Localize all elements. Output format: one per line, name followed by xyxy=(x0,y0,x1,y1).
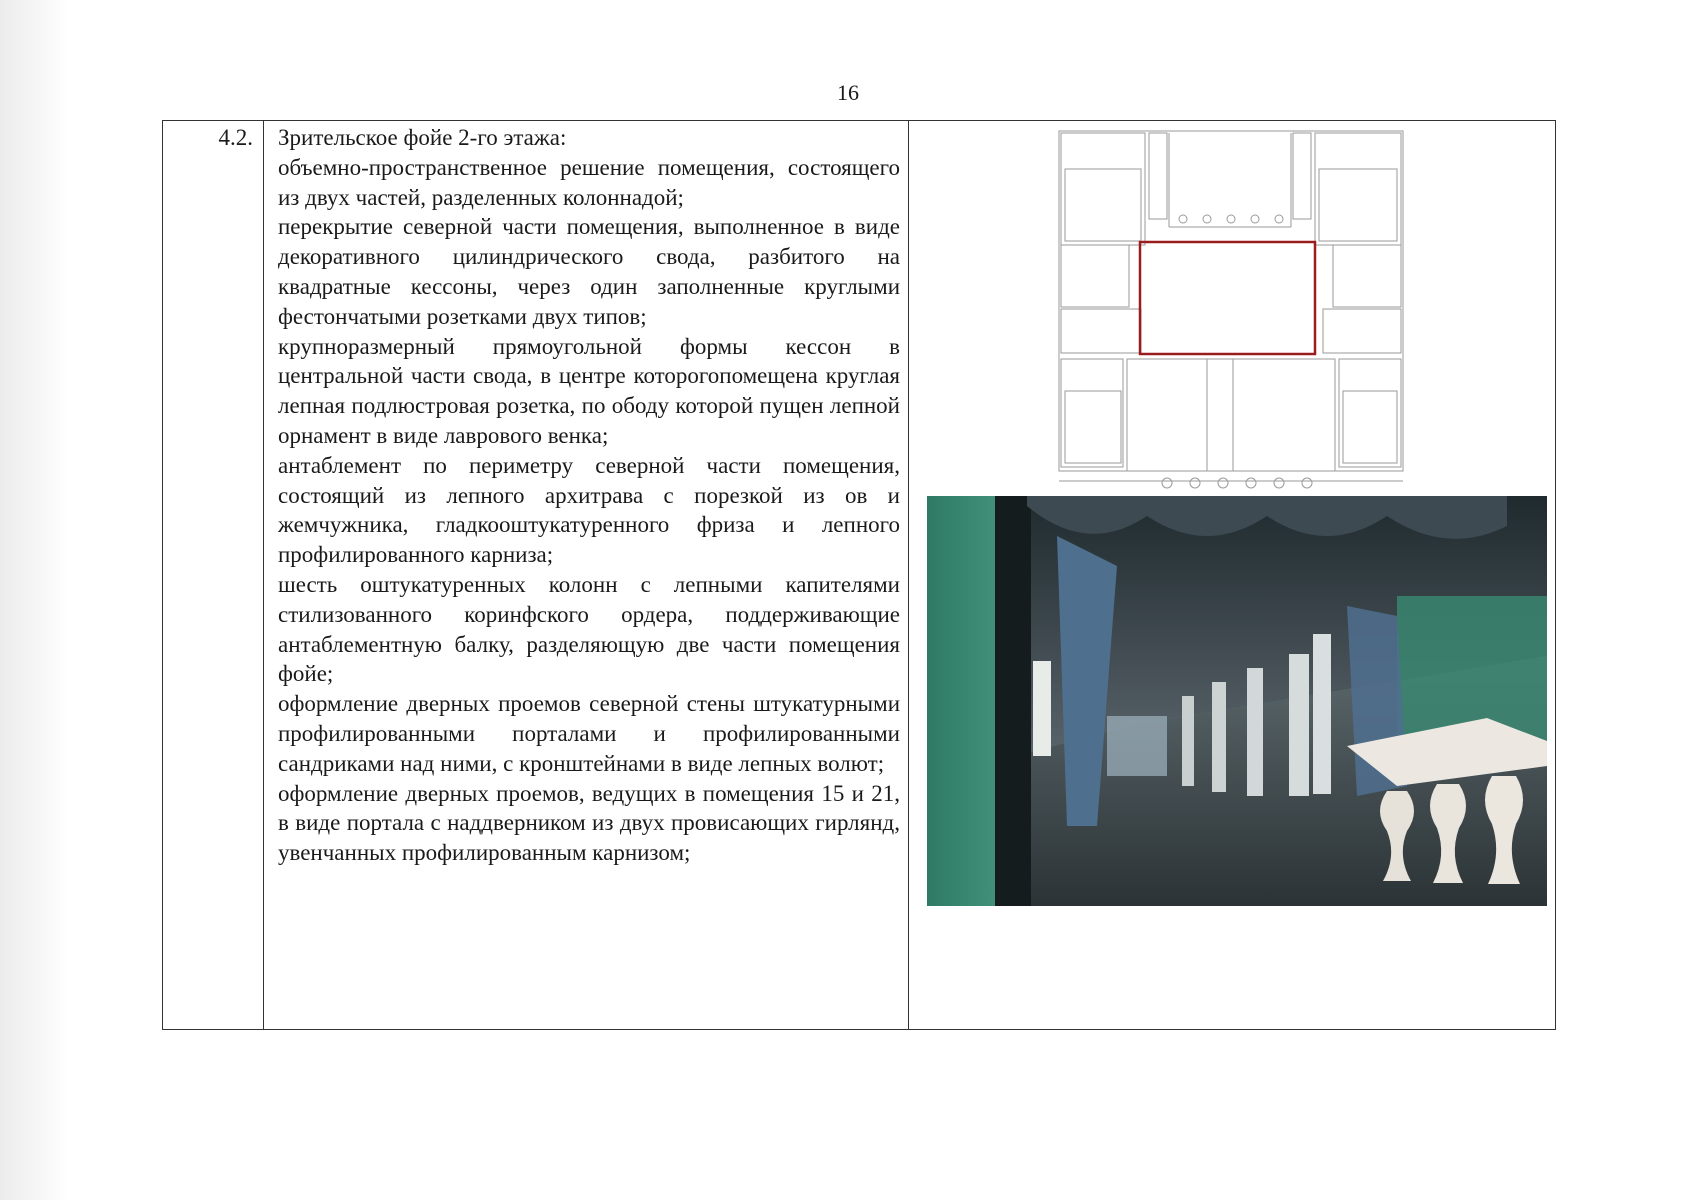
foyer-photo xyxy=(927,496,1547,906)
paragraph: перекрытие северной части помещения, выполненное в виде декоративного цилиндрического свода, разбитого на квадратные кессоны, через один заполненные круглыми фестончатыми розетками двух типов; xyxy=(278,214,900,329)
plan-column xyxy=(1218,478,1228,488)
column xyxy=(1247,668,1263,796)
figures-cell xyxy=(909,121,1556,1030)
plan-outline xyxy=(1059,131,1403,471)
wall-panel xyxy=(1033,661,1051,756)
plan-column xyxy=(1274,478,1284,488)
far-window xyxy=(1107,716,1167,776)
door-frame xyxy=(995,496,1031,906)
column xyxy=(1313,634,1331,794)
page-number: 16 xyxy=(837,80,859,105)
plan-room xyxy=(1061,133,1145,245)
table-row xyxy=(163,121,1556,1030)
plan-stair xyxy=(1149,133,1167,219)
description-body xyxy=(264,121,908,868)
plan-room xyxy=(1065,169,1141,241)
plan-highlight xyxy=(1140,242,1315,354)
plan-column xyxy=(1251,215,1259,223)
column xyxy=(1289,654,1309,796)
description-cell xyxy=(264,121,909,1030)
plan-column xyxy=(1246,478,1256,488)
column xyxy=(1182,696,1194,786)
plan-column xyxy=(1179,215,1187,223)
plan-column xyxy=(1203,215,1211,223)
column xyxy=(1212,682,1226,792)
plan-column xyxy=(1227,215,1235,223)
description-table xyxy=(162,120,1556,1030)
floor-plan xyxy=(1057,129,1405,497)
plan-column xyxy=(1190,478,1200,488)
plan-room xyxy=(1319,169,1397,241)
paragraph: крупноразмерный прямоугольной формы кессон в центральной части свода, в центре которогопомещена круглая лепная подлюстровая розетка, по ободу которой пущен лепной орнамент в виде лаврового венка; xyxy=(278,333,900,448)
plan-room xyxy=(1065,391,1121,463)
row-number-cell xyxy=(163,121,264,1030)
plan-column xyxy=(1275,215,1283,223)
row-number: 4.2. xyxy=(218,125,253,150)
paragraph: шесть оштукатуренных колонн с лепными капителями стилизованного коринфского ордера, поддерживающие антаблементную балку, разделяющую две части помещения фойе; xyxy=(278,571,900,687)
paragraph-title: Зрительское фойе 2-го этажа: xyxy=(278,125,567,150)
paragraph: объемно-пространственное решение помещения, состоящего из двух частей, разделенных колоннадой; xyxy=(278,154,900,210)
plan-column xyxy=(1162,478,1172,488)
plan-room xyxy=(1323,309,1401,353)
plan-column xyxy=(1302,478,1312,488)
plan-hall xyxy=(1127,359,1335,471)
paragraph: оформление дверных проемов северной стены штукатурными профилированными порталами и профилированными сандриками над ними, с кронштейнами в виде лепных волют; xyxy=(278,691,900,776)
plan-room xyxy=(1061,359,1123,467)
plan-room xyxy=(1315,133,1401,245)
scan-shadow xyxy=(0,0,70,1200)
plan-stair xyxy=(1293,133,1311,219)
paragraph: оформление дверных проемов, ведущих в помещения 15 и 21, в виде портала с наддверником из двух провисающих гирлянд, увенчанных профилированным карнизом; xyxy=(278,780,900,866)
plan-room xyxy=(1343,391,1397,463)
paragraph: антаблемент по периметру северной части помещения, состоящий из лепного архитрава с порезкой из ов и жемчужника, гладкооштукатуренного фриза и лепного профилированного карниза; xyxy=(278,452,900,568)
plan-room xyxy=(1333,245,1401,307)
plan-room xyxy=(1061,245,1129,307)
plan-room xyxy=(1061,309,1141,353)
plan-room xyxy=(1339,359,1401,467)
